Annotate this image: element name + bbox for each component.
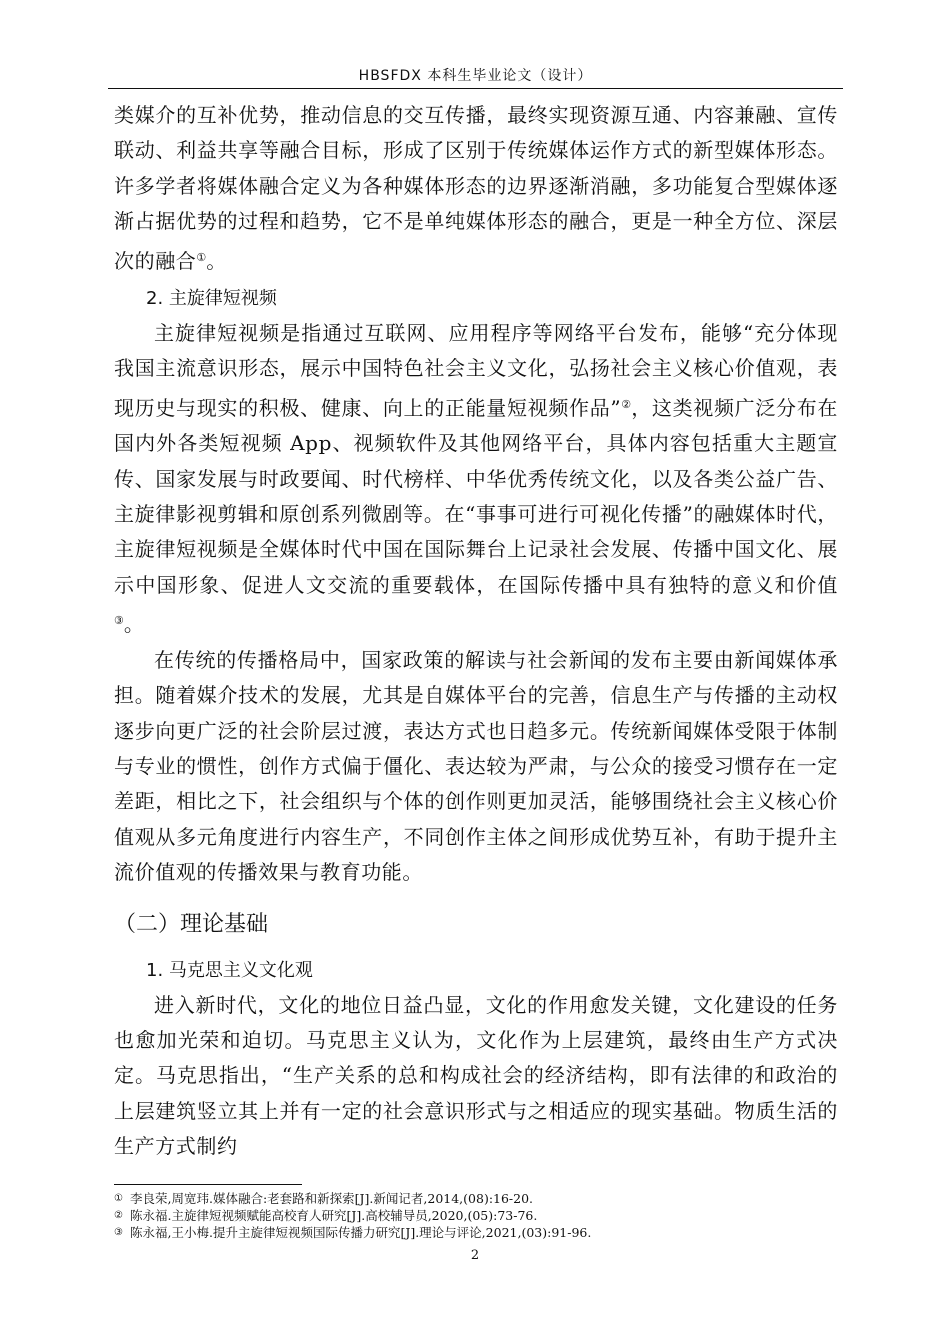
footnotes xyxy=(114,1190,838,1241)
paragraph-text: 主旋律短视频是指通过互联网、应用程序等网络平台发布，能够“充分体现我国主流意识形态，展示中国特色社会主义文化，弘扬社会主义核心价值观，表现历史与现实的积极、健康、向上的正能量短视频作品” xyxy=(114,321,838,420)
paragraph-media-fusion xyxy=(114,98,838,279)
paragraph-marxism: 进入新时代，文化的地位日益凸显，文化的作用愈发关键，文化建设的任务也愈加光荣和迫切。马克思主义认为，文化作为上层建筑，最终由生产方式决定。马克思指出，“生产关系的总和构成社会的经济结构，即有法律的和政治的上层建筑竖立其上并有一定的社会意识形式与之相适应的现实基础。物质生活的生产方式制约 xyxy=(114,992,838,1159)
footnote-mark: ③ xyxy=(114,1227,123,1238)
paragraph-traditional-pattern: 在传统的传播格局中，国家政策的解读与社会新闻的发布主要由新闻媒体承担。随着媒介技术的发展，尤其是自媒体平台的完善，信息生产与传播的主动权逐步向更广泛的社会阶层过渡，表达方式也日趋多元。传统新闻媒体受限于体制与专业的惯性，创作方式偏于僵化、表达较为严肃，与公众的接受习惯存在一定差距，相比之下，社会组织与个体的创作则更加灵活，能够围绕社会主义核心价值观从多元角度进行内容生产，不同创作主体之间形成优势互补，有助于提升主流价值观的传播效果与教育功能。 xyxy=(114,647,838,885)
page-number: 2 xyxy=(470,1248,480,1263)
section-heading-theory: （二）理论基础 xyxy=(114,911,269,937)
footnote-mark: ② xyxy=(114,1210,123,1221)
footnote-2 xyxy=(114,1207,838,1224)
footnote-rule xyxy=(114,1184,302,1185)
paragraph-text: 类媒介的互补优势，推动信息的交互传播，最终实现资源互通、内容兼融、宣传联动、利益共享等融合目标，形成了区别于传统媒体运作方式的新型媒体形态。许多学者将媒体融合定义为各种媒体形态的边界逐渐消融，多功能复合型媒体逐渐占据优势的过程和趋势，它不是单纯媒体形态的融合，更是一种全方位、深层次的融合 xyxy=(114,103,838,273)
footnote-mark: ① xyxy=(114,1193,123,1204)
paragraph-short-video xyxy=(114,316,838,643)
footnote-ref-2[interactable]: ② xyxy=(621,397,632,411)
footnote-1 xyxy=(114,1190,838,1207)
paragraph-text: ，这类视频广泛分布在国内外各类短视频 App、视频软件及其他网络平台，具体内容包括重大主题宣传、国家发展与时政要闻、时代榜样、中华优秀传统文化，以及各类公益广告、主旋律影视剪辑和原创系列微剧等。在“事事可进行可视化传播”的融媒体时代，主旋律短视频是全媒体时代中国在国际舞台上记录社会发展、传播中国文化、展示中国形象、促进人文交流的重要载体，在国际传播中具有独特的意义和价值 xyxy=(114,395,838,597)
subheading-short-video: 2. 主旋律短视频 xyxy=(146,288,277,310)
footnote-text: 陈永福,王小梅.提升主旋律短视频国际传播力研究[J].理论与评论,2021,(03):91-96. xyxy=(130,1225,592,1240)
header-rule xyxy=(108,88,843,89)
footnote-text: 陈永福.主旋律短视频赋能高校育人研究[J].高校辅导员,2020,(05):73-76. xyxy=(130,1208,538,1223)
footnote-ref-1[interactable]: ① xyxy=(196,250,207,264)
footnote-3 xyxy=(114,1224,838,1241)
footnote-text: 李良荣,周宽玮.媒体融合:老套路和新探索[J].新闻记者,2014,(08):16-20. xyxy=(130,1191,534,1206)
body-text xyxy=(114,98,838,1165)
footnote-ref-3[interactable]: ③ xyxy=(114,614,124,628)
punctuation: 。 xyxy=(123,612,145,637)
subheading-marxism: 1. 马克思主义文化观 xyxy=(146,959,313,981)
punctuation: 。 xyxy=(206,248,227,273)
running-header: HBSFDX 本科生毕业论文（设计） xyxy=(358,68,593,84)
